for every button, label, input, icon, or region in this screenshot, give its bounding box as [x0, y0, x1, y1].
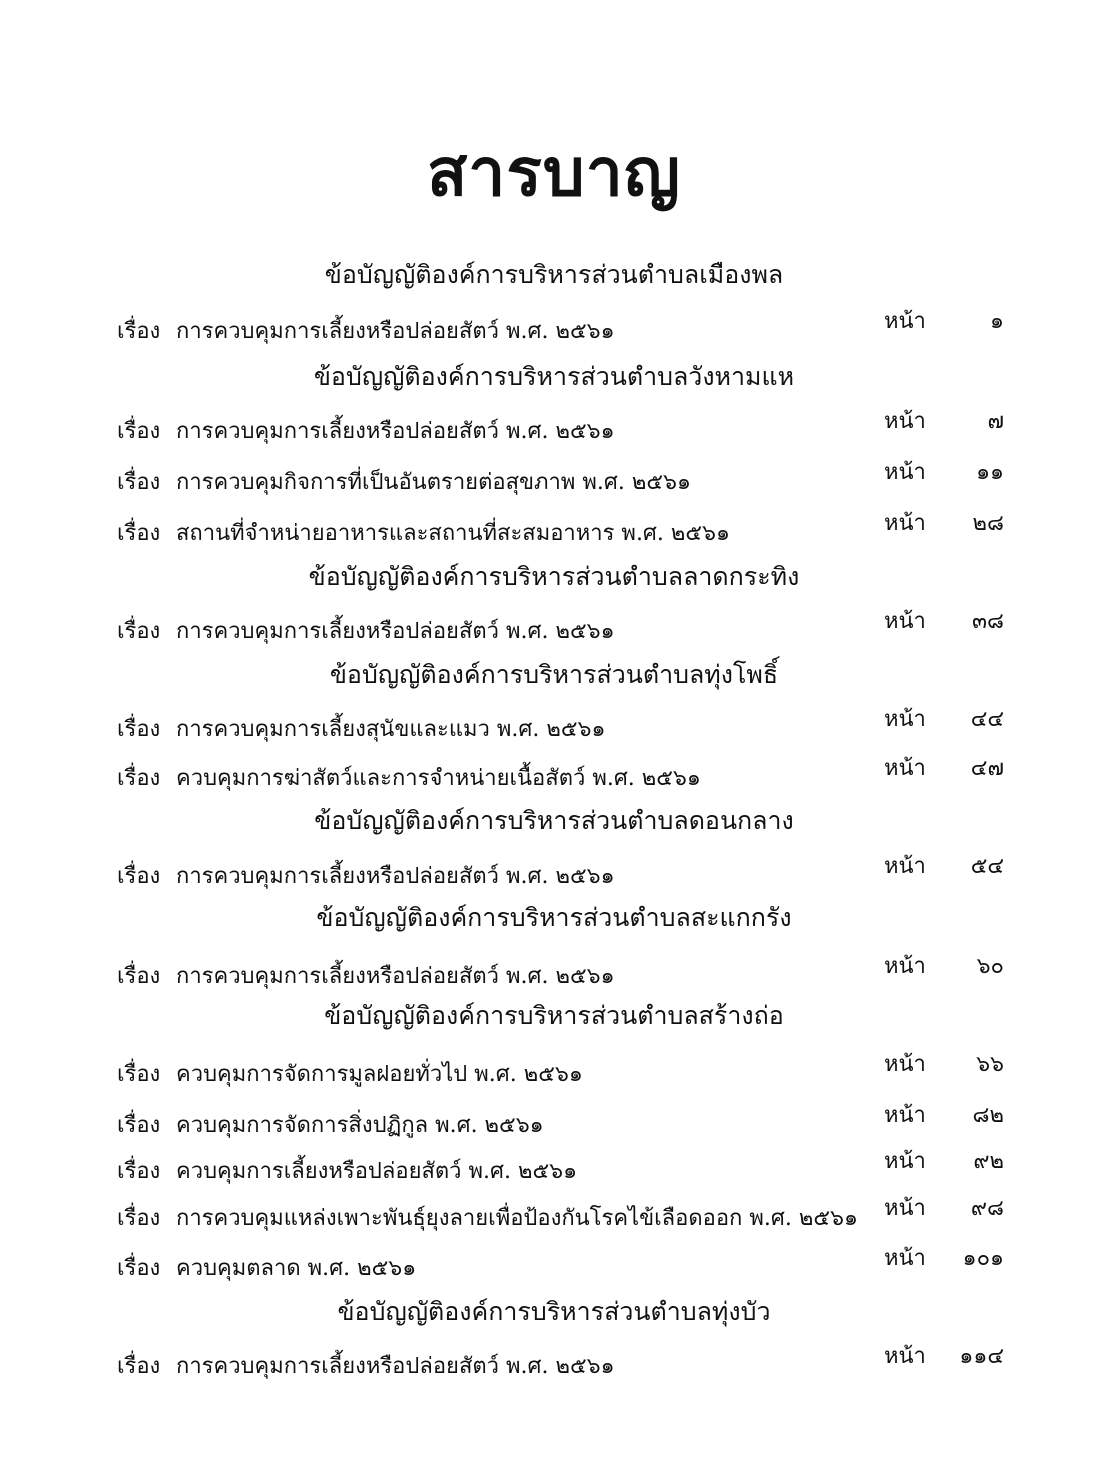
- entry-label: เรื่อง: [117, 766, 161, 791]
- entry-subject: ควบคุมการจัดการมูลฝอยทั่วไป พ.ศ. ๒๕๖๑: [176, 1062, 583, 1087]
- section-heading: ข้อบัญญัติองค์การบริหารส่วนตำบลเมืองพล: [324, 260, 784, 289]
- toc-entry: [0, 1344, 1108, 1384]
- page-label: หน้า: [884, 1246, 926, 1271]
- toc-entry: [0, 409, 1108, 449]
- page-number: ๔๔: [970, 707, 1004, 732]
- entry-label: เรื่อง: [117, 419, 161, 444]
- page-number: ๑๑: [976, 460, 1004, 485]
- toc-entry: [0, 609, 1108, 649]
- entry-label: เรื่อง: [117, 1354, 161, 1379]
- page-number: ๑๐๑: [962, 1246, 1004, 1271]
- entry-label: เรื่อง: [117, 964, 161, 989]
- entry-label: เรื่อง: [117, 1256, 161, 1281]
- page-label: หน้า: [884, 1052, 926, 1077]
- entry-label: เรื่อง: [117, 619, 161, 644]
- page-number: ๓๘: [971, 609, 1004, 634]
- page-number: ๑๑๔: [959, 1344, 1004, 1369]
- page-label: หน้า: [884, 609, 926, 634]
- section-heading: ข้อบัญญัติองค์การบริหารส่วนตำบลทุ่งบัว: [337, 1297, 771, 1326]
- entry-subject: การควบคุมการเลี้ยงหรือปล่อยสัตว์ พ.ศ. ๒๕๖๑: [176, 619, 615, 644]
- page-label: หน้า: [884, 756, 926, 781]
- page-number: ๒๘: [972, 511, 1004, 536]
- entry-label: เรื่อง: [117, 521, 161, 546]
- entry-label: เรื่อง: [117, 864, 161, 889]
- page-number: ๖๐: [976, 954, 1004, 979]
- section-heading: ข้อบัญญัติองค์การบริหารส่วนตำบลทุ่งโพธิ์: [329, 660, 779, 689]
- page-number: ๙๒: [973, 1149, 1004, 1174]
- toc-entry: [0, 854, 1108, 894]
- page-label: หน้า: [884, 460, 926, 485]
- toc-entry: [0, 460, 1108, 500]
- section-heading: ข้อบัญญัติองค์การบริหารส่วนตำบลดอนกลาง: [314, 806, 794, 835]
- page-label: หน้า: [884, 1344, 926, 1369]
- page-label: หน้า: [884, 854, 926, 879]
- entry-subject: การควบคุมการเลี้ยงหรือปล่อยสัตว์ พ.ศ. ๒๕๖๑: [176, 964, 615, 989]
- toc-entry: [0, 1149, 1108, 1189]
- entry-subject: การควบคุมการเลี้ยงหรือปล่อยสัตว์ พ.ศ. ๒๕๖๑: [176, 1354, 615, 1379]
- entry-label: เรื่อง: [117, 1159, 161, 1184]
- page-number: ๔๗: [970, 756, 1004, 781]
- toc-entry: [0, 954, 1108, 994]
- entry-subject: การควบคุมแหล่งเพาะพันธุ์ยุงลายเพื่อป้องกันโรคไข้เลือดออก พ.ศ. ๒๕๖๑: [176, 1206, 858, 1231]
- entry-label: เรื่อง: [117, 1206, 161, 1231]
- section-heading: ข้อบัญญัติองค์การบริหารส่วนตำบลลาดกระทิง: [308, 562, 800, 591]
- section-heading: ข้อบัญญัติองค์การบริหารส่วนตำบลวังหามแห: [313, 362, 795, 391]
- page-label: หน้า: [884, 511, 926, 536]
- page-number: ๑: [990, 309, 1004, 334]
- entry-label: เรื่อง: [117, 717, 161, 742]
- entry-subject: ควบคุมตลาด พ.ศ. ๒๕๖๑: [176, 1256, 417, 1281]
- page-label: หน้า: [884, 1103, 926, 1128]
- toc-entry: [0, 309, 1108, 349]
- page-number: ๘๒: [972, 1103, 1004, 1128]
- toc-entry: [0, 511, 1108, 551]
- page-label: หน้า: [884, 707, 926, 732]
- entry-label: เรื่อง: [117, 1113, 161, 1138]
- page-number: ๗: [987, 409, 1004, 434]
- entry-label: เรื่อง: [117, 1062, 161, 1087]
- entry-subject: การควบคุมการเลี้ยงสุนัขและแมว พ.ศ. ๒๕๖๑: [176, 717, 606, 742]
- entry-subject: ควบคุมการฆ่าสัตว์และการจำหน่ายเนื้อสัตว์ พ.ศ. ๒๕๖๑: [176, 766, 701, 791]
- toc-entry: [0, 1246, 1108, 1286]
- toc-entry: [0, 1103, 1108, 1143]
- entry-label: เรื่อง: [117, 319, 161, 344]
- entry-subject: การควบคุมการเลี้ยงหรือปล่อยสัตว์ พ.ศ. ๒๕๖๑: [176, 319, 615, 344]
- entry-subject: ควบคุมการจัดการสิ่งปฏิกูล พ.ศ. ๒๕๖๑: [176, 1113, 544, 1138]
- page-label: หน้า: [884, 1196, 926, 1221]
- page-number: ๕๔: [970, 854, 1004, 879]
- page-label: หน้า: [884, 409, 926, 434]
- page-label: หน้า: [884, 1149, 926, 1174]
- entry-subject: การควบคุมการเลี้ยงหรือปล่อยสัตว์ พ.ศ. ๒๕๖๑: [176, 419, 615, 444]
- page-label: หน้า: [884, 954, 926, 979]
- entry-subject: ควบคุมการเลี้ยงหรือปล่อยสัตว์ พ.ศ. ๒๕๖๑: [176, 1159, 578, 1184]
- page-title: สารบาญ: [427, 134, 681, 211]
- page-number: ๙๘: [970, 1196, 1004, 1221]
- toc-entry: [0, 1196, 1108, 1236]
- section-heading: ข้อบัญญัติองค์การบริหารส่วนตำบลสร้างถ่อ: [324, 1001, 784, 1030]
- page-label: หน้า: [884, 309, 926, 334]
- section-heading: ข้อบัญญัติองค์การบริหารส่วนตำบลสะแกกรัง: [316, 903, 792, 932]
- entry-subject: การควบคุมกิจการที่เป็นอันตรายต่อสุขภาพ พ.ศ. ๒๕๖๑: [176, 470, 691, 495]
- page-number: ๖๖: [976, 1052, 1004, 1077]
- entry-subject: การควบคุมการเลี้ยงหรือปล่อยสัตว์ พ.ศ. ๒๕๖๑: [176, 864, 615, 889]
- toc-entry: [0, 707, 1108, 747]
- toc-entry: [0, 756, 1108, 796]
- entry-label: เรื่อง: [117, 470, 161, 495]
- toc-entry: [0, 1052, 1108, 1092]
- entry-subject: สถานที่จำหน่ายอาหารและสถานที่สะสมอาหาร พ.ศ. ๒๕๖๑: [176, 521, 730, 546]
